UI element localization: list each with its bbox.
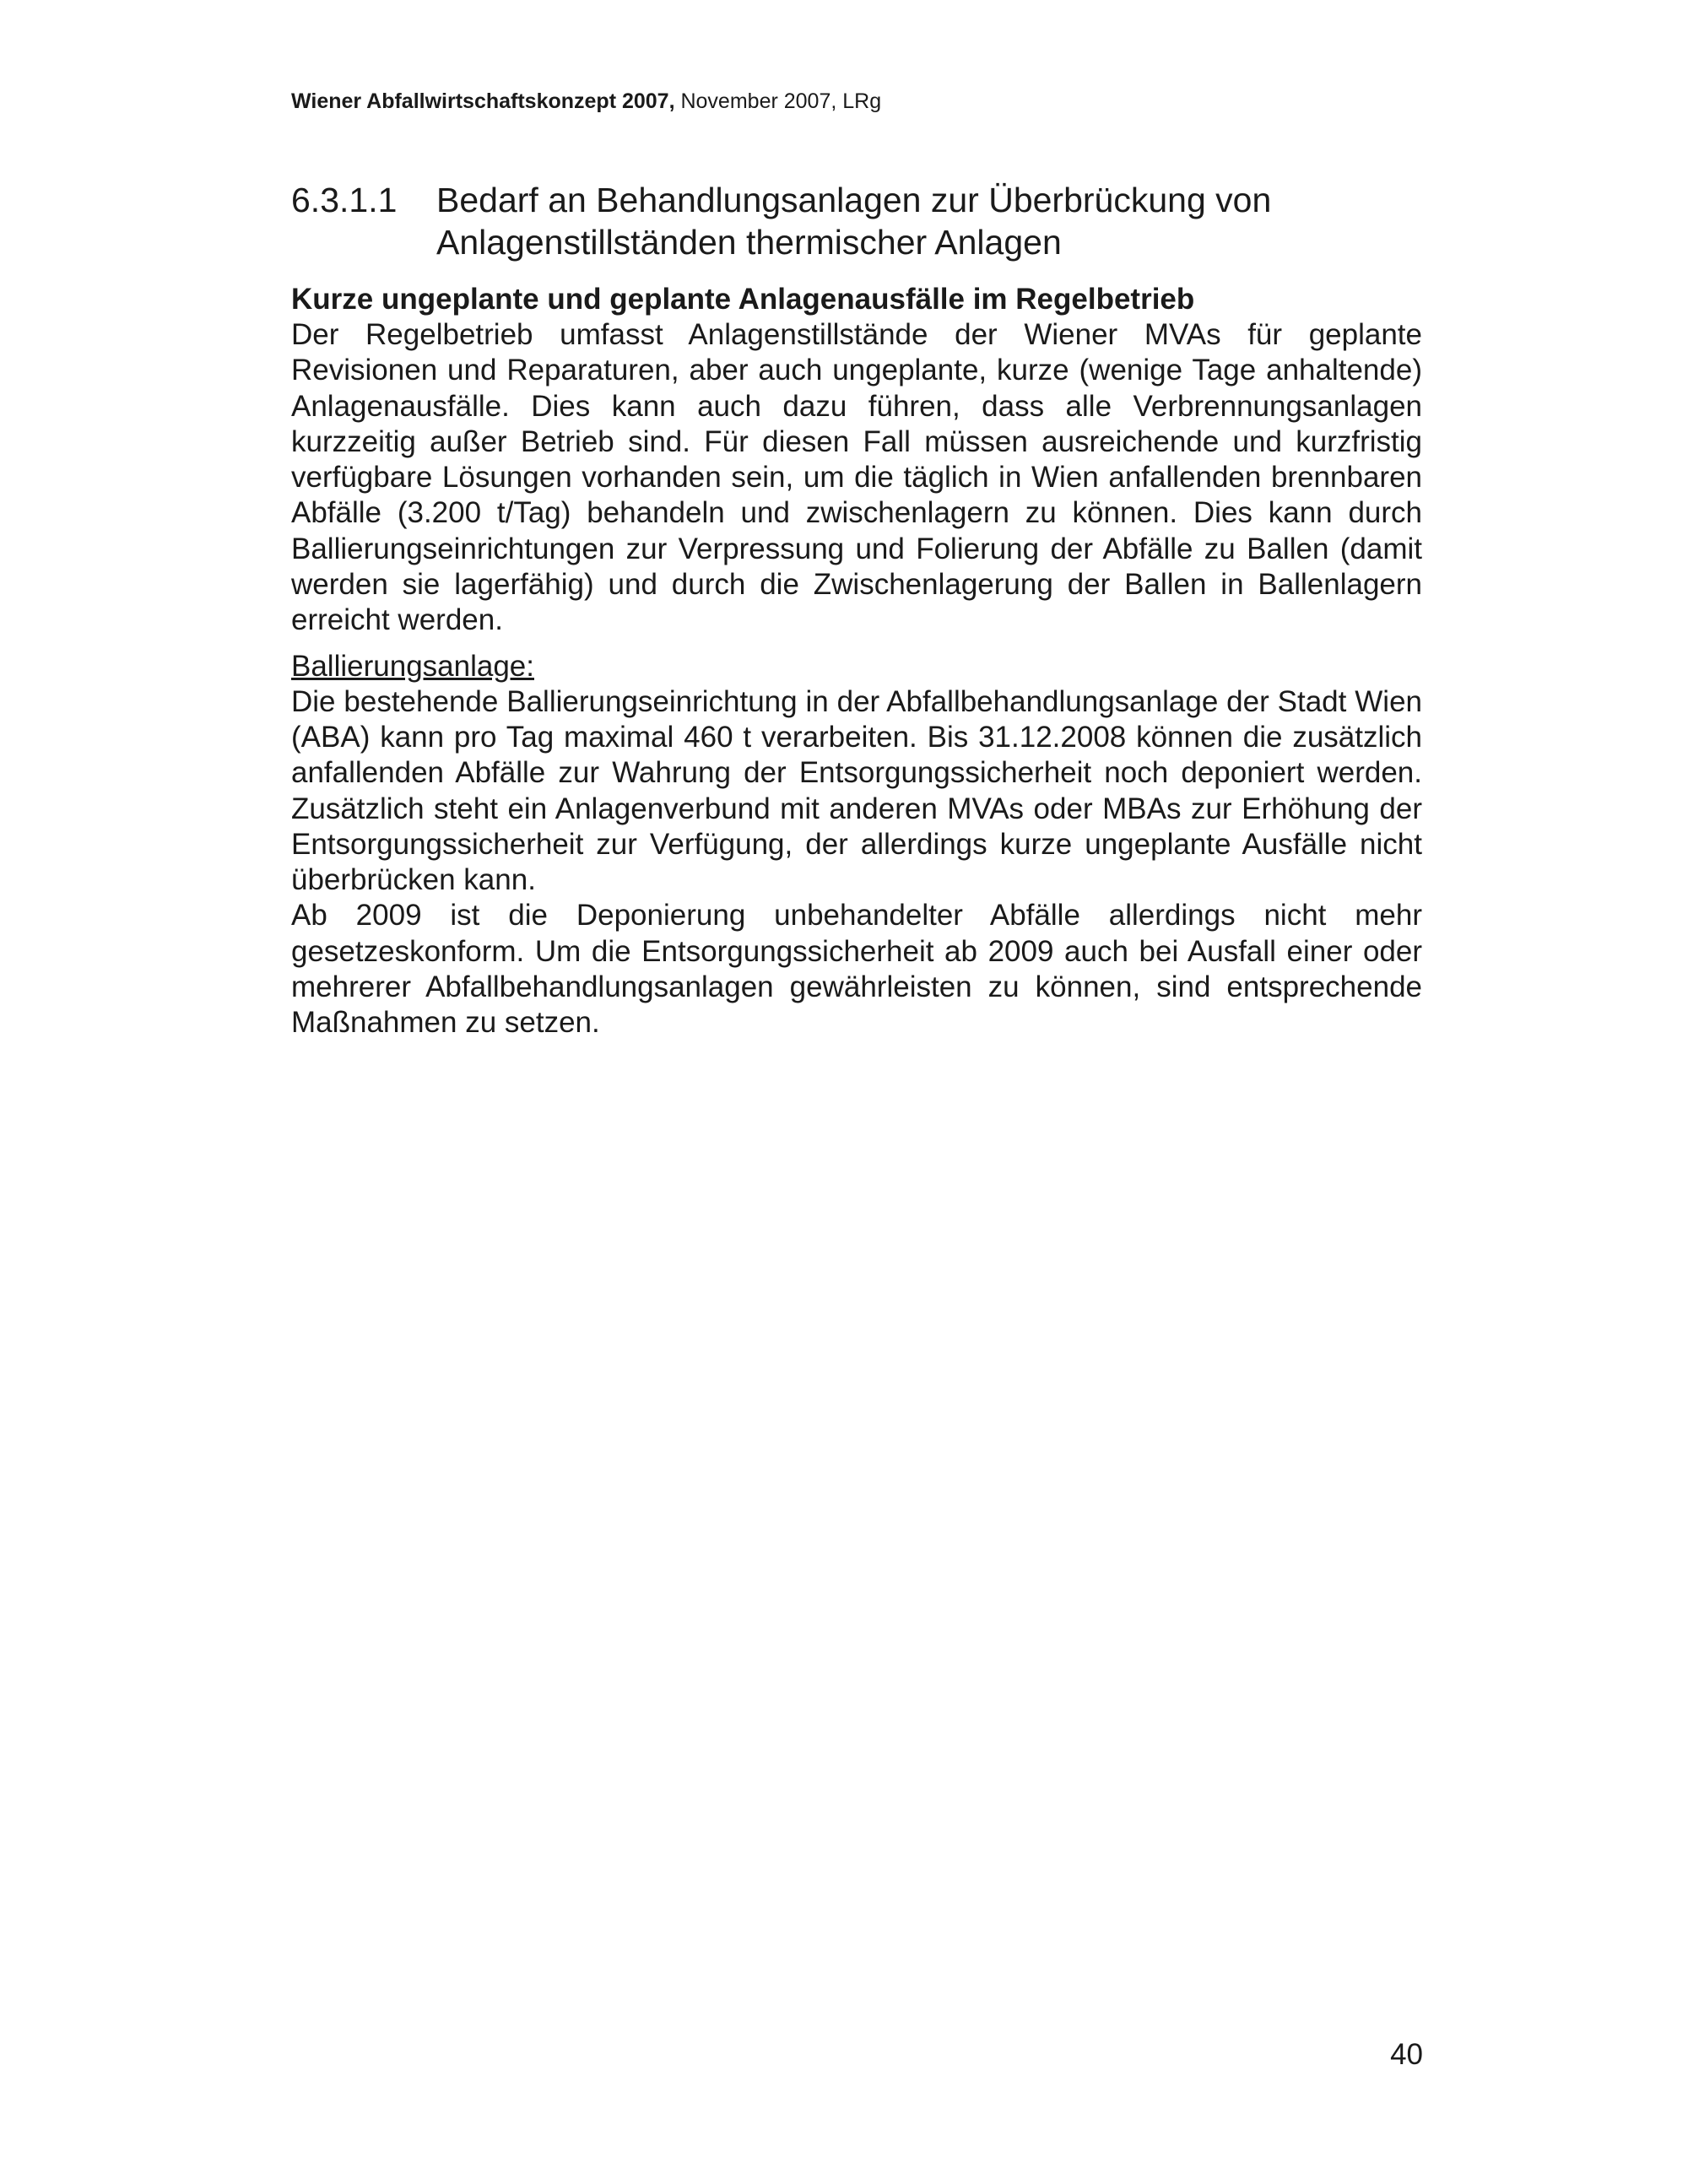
document-date-author: November 2007, LRg [674, 89, 882, 113]
page-number: 40 [1390, 2038, 1423, 2071]
section-heading [291, 179, 1422, 263]
running-header [291, 88, 881, 115]
paragraph-ballierungsanlage: Die bestehende Ballierungseinrichtung in der Abfallbehandlungsanlage der Stadt Wien (ABA) kann pro Tag maximal 460 t verarbeiten. Bis 31.12.2008 können die zusätzlich anfallenden Abfälle zur Wahrung der Entsorgungssicherheit noch deponiert werden. Zusätzlich steht ein Anlagenverbund mit anderen MVAs oder MBAs zur Erhöhung der Entsorgungssicherheit zur Verfügung, der allerdings kurze ungeplante Ausfälle nicht überbrücken kann. [291, 684, 1422, 897]
section-number: 6.3.1.1 [291, 181, 398, 219]
subheading-regelbetrieb: Kurze ungeplante und geplante Anlagenausfälle im Regelbetrieb [291, 283, 1195, 316]
section-6-3-1-1 [291, 179, 1422, 1041]
label-ballierungsanlage: Ballierungsanlage: [291, 649, 534, 683]
section-title: Bedarf an Behandlungsanlagen zur Überbrückung von Anlagenstillständen thermischer Anlagen [436, 181, 1272, 262]
document-title: Wiener Abfallwirtschaftskonzept 2007, [291, 89, 675, 113]
paragraph-regelbetrieb: Der Regelbetrieb umfasst Anlagenstillstände der Wiener MVAs für geplante Revisionen und Reparaturen, aber auch ungeplante, kurze (wenige Tage anhaltende) Anlagenausfälle. Dies kann auch dazu führen, dass alle Verbrennungsanlagen kurzzeitig außer Betrieb sind. Für diesen Fall müssen ausreichende und kurzfristig verfügbare Lösungen vorhanden sein, um die täglich in Wien anfallenden brennbaren Abfälle (3.200 t/Tag) behandeln und zwischenlagern zu können. Dies kann durch Ballierungseinrichtungen zur Verpressung und Folierung der Abfälle zu Ballen (damit werden sie lagerfähig) und durch die Zwischenlagerung der Ballen in Ballenlagern erreicht werden. [291, 318, 1422, 637]
paragraph-deponierung: Ab 2009 ist die Deponierung unbehandelter Abfälle allerdings nicht mehr gesetzeskonform. Um die Entsorgungssicherheit ab 2009 auch bei Ausfall einer oder mehrerer Abfallbehandlungsanlagen gewährleisten zu können, sind entsprechende Maßnahmen zu setzen. [291, 899, 1422, 1040]
